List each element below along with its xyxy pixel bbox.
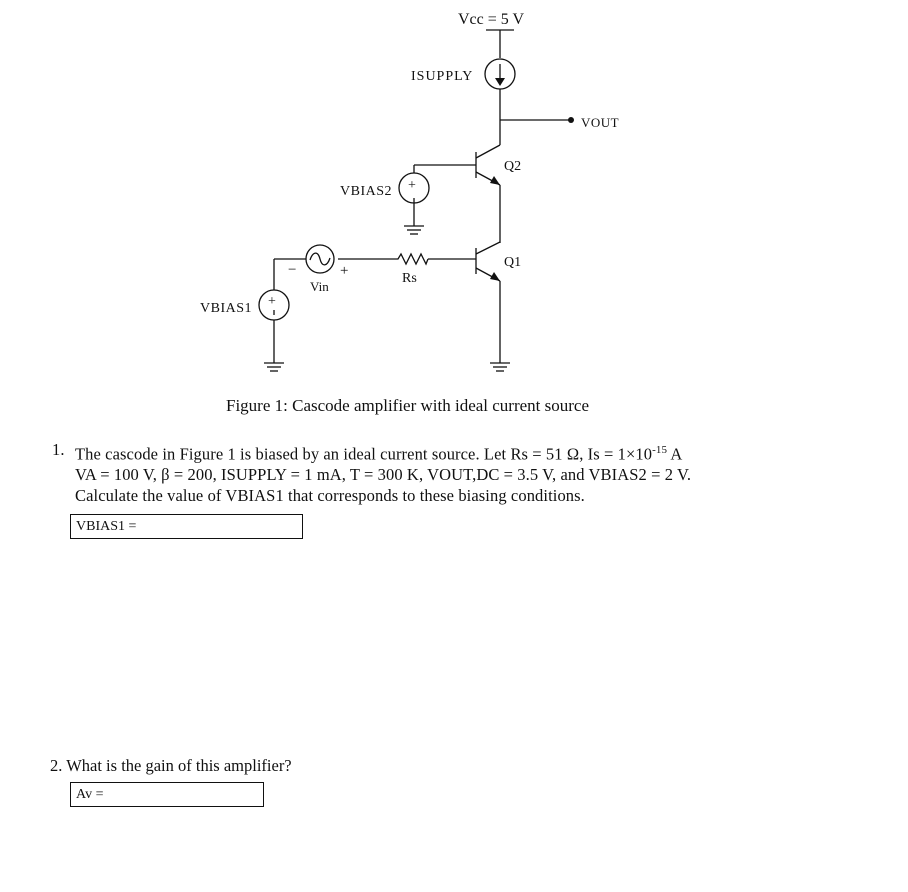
vout-label: VOUT xyxy=(581,115,620,130)
ground-icon xyxy=(404,226,424,234)
ac-source-icon xyxy=(306,245,334,273)
vbias1-answer-label: VBIAS1 = xyxy=(76,519,137,534)
circuit-diagram xyxy=(0,0,908,420)
vin-label: Vin xyxy=(310,279,329,294)
question-1-line-3: Calculate the value of VBIAS1 that corresponds to these biasing conditions. xyxy=(75,485,585,505)
transistor-q1 xyxy=(476,242,500,281)
vcc-label: Vcc = 5 V xyxy=(458,11,525,28)
vbias1-label: VBIAS1 xyxy=(200,301,253,316)
rs-label: Rs xyxy=(402,271,417,286)
vin-minus: − xyxy=(288,262,297,278)
question-1-line-2: VA = 100 V, β = 200, ISUPPLY = 1 mA, T = 300 K, VOUT,DC = 3.5 V, and VBIAS2 = 2 V. xyxy=(75,465,692,484)
exponent: -15 xyxy=(652,444,668,456)
vbias1-plus: + xyxy=(268,294,276,309)
gain-answer-field[interactable] xyxy=(70,782,264,807)
figure-caption: Figure 1: Cascode amplifier with ideal current source xyxy=(226,396,590,415)
question-1 xyxy=(52,440,691,506)
resistor-rs xyxy=(338,254,428,264)
question-1-line-1: The cascode in Figure 1 is biased by an ideal current source. Let Rs = 51 Ω, $Is = 1\times 10^{-15}$ A xyxy=(75,444,683,464)
vin-plus: + xyxy=(340,263,349,279)
vout-node xyxy=(568,117,574,123)
question-1-number: 1. xyxy=(52,440,65,459)
question-2: 2. What is the gain of this amplifier? xyxy=(50,756,292,775)
q2-label: Q2 xyxy=(504,159,522,174)
vbias1-answer-field[interactable] xyxy=(70,514,303,539)
ground-icon xyxy=(264,363,284,371)
vbias2-label: VBIAS2 xyxy=(340,184,393,199)
current-source-isupply xyxy=(485,59,515,89)
vbias2-plus: + xyxy=(408,178,416,193)
gain-answer-label: Av = xyxy=(76,787,104,802)
ground-icon xyxy=(490,363,510,371)
isupply-label: ISUPPLY xyxy=(411,69,474,84)
q1-label: Q1 xyxy=(504,255,522,270)
transistor-q2 xyxy=(476,145,500,185)
